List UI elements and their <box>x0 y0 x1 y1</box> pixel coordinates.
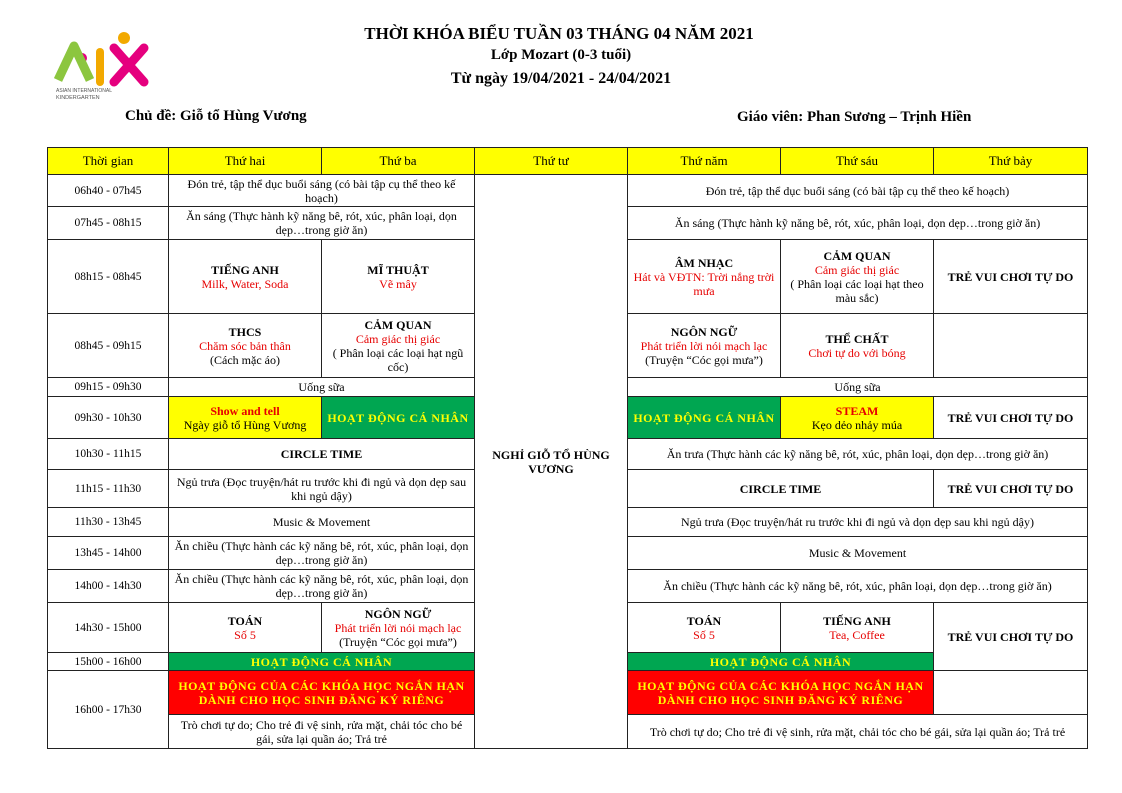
milk-mon-tue: Uống sữa <box>169 378 475 397</box>
empty-cell <box>934 671 1088 715</box>
short-courses-mon-tue: HOẠT ĐỘNG CỦA CÁC KHÓA HỌC NGẮN HẠN DÀNH CHO HỌC SINH ĐĂNG KÝ RIÊNG <box>169 671 475 715</box>
time-cell: 09h30 - 10h30 <box>48 397 169 439</box>
time-cell: 14h30 - 15h00 <box>48 603 169 653</box>
individual-thu-fri: HOẠT ĐỘNG CÁ NHÂN <box>628 653 934 671</box>
english-title: TIẾNG ANH <box>823 613 891 628</box>
table-row <box>48 175 1088 207</box>
morning-exercise-mon-tue: Đón trẻ, tập thể dục buổi sáng (có bài tập cụ thể theo kế hoạch) <box>169 175 475 207</box>
language-note: (Truyện “Cóc gọi mưa”) <box>645 352 763 367</box>
language-sub: Phát triển lời nói mạch lạc <box>640 338 768 353</box>
circle-time-mon-tue: CIRCLE TIME <box>169 439 475 470</box>
col-thursday: Thứ năm <box>628 148 781 175</box>
header-row <box>48 148 1088 175</box>
schedule-table <box>47 147 1088 749</box>
art-title: MĨ THUẬT <box>367 262 429 277</box>
free-play-saturday: TRẺ VUI CHƠI TỰ DO <box>934 240 1088 314</box>
language-note: (Truyện “Cóc gọi mưa”) <box>339 634 457 649</box>
senses-tuesday <box>322 314 475 378</box>
english-content: Tea, Coffee <box>829 627 885 642</box>
lunch-thu-sat: Ăn trưa (Thực hành các kỹ năng bê, rót, xúc, phân loại, dọn dẹp…trong giờ ăn) <box>628 439 1088 470</box>
end-day-thu-sat: Trò chơi tự do; Cho trẻ đi vệ sinh, rửa mặt, chải tóc cho bé gái, sửa lại quần áo; Trả trẻ <box>628 715 1088 749</box>
english-content: Milk, Water, Soda <box>201 276 289 291</box>
time-cell: 16h00 - 17h30 <box>48 671 169 749</box>
math-title: TOÁN <box>227 613 263 628</box>
math-title: TOÁN <box>686 613 722 628</box>
senses-friday <box>781 240 934 314</box>
pe-title: THỂ CHẤT <box>825 331 889 346</box>
english-title: TIẾNG ANH <box>211 262 279 277</box>
english-monday <box>169 240 322 314</box>
music-movement-mon-tue: Music & Movement <box>169 508 475 537</box>
math-monday <box>169 603 322 653</box>
col-tuesday: Thứ ba <box>322 148 475 175</box>
senses-title: CẢM QUAN <box>823 248 891 263</box>
snack-thu-sat: Ăn chiều (Thực hành các kỹ năng bê, rót, xúc, phân loại, dọn dẹp…trong giờ ăn) <box>628 570 1088 603</box>
music-title: ÂM NHẠC <box>674 255 734 270</box>
math-thursday <box>628 603 781 653</box>
individual-tuesday: HOẠT ĐỘNG CÁ NHÂN <box>322 397 475 439</box>
steam-friday <box>781 397 934 439</box>
nap-mon-tue: Ngủ trưa (Đọc truyện/hát ru trước khi đi ngủ và dọn dẹp sau khi ngủ dậy) <box>169 470 475 508</box>
math-sub: Số 5 <box>234 627 256 642</box>
show-tell-sub: Ngày giỗ tổ Hùng Vương <box>183 417 307 432</box>
col-wednesday: Thứ tư <box>475 148 628 175</box>
steam-sub: Kẹo dẻo nhảy múa <box>811 417 903 432</box>
time-cell: 08h45 - 09h15 <box>48 314 169 378</box>
pe-friday <box>781 314 934 378</box>
thcs-title: THCS <box>228 324 262 339</box>
logo-caption-2: KINDERGARTEN <box>56 95 100 101</box>
time-cell: 09h15 - 09h30 <box>48 378 169 397</box>
individual-thursday: HOẠT ĐỘNG CÁ NHÂN <box>628 397 781 439</box>
col-saturday: Thứ bảy <box>934 148 1088 175</box>
wednesday-holiday: NGHỈ GIỖ TỔ HÙNG VƯƠNG <box>475 175 628 749</box>
snack-mon-tue: Ăn chiều (Thực hành các kỹ năng bê, rót, xúc, phân loại, dọn dẹp…trong giờ ăn) <box>169 537 475 570</box>
art-tuesday <box>322 240 475 314</box>
free-play-saturday: TRẺ VUI CHƠI TỰ DO <box>934 470 1088 508</box>
empty-cell <box>934 314 1088 378</box>
language-title: NGÔN NGỮ <box>670 324 738 339</box>
breakfast-thu-sat: Ăn sáng (Thực hành kỹ năng bê, rót, xúc, phân loại, dọn dẹp…trong giờ ăn) <box>628 207 1088 240</box>
col-time: Thời gian <box>48 148 169 175</box>
show-tell-title: Show and tell <box>210 403 280 418</box>
time-cell: 07h45 - 08h15 <box>48 207 169 240</box>
language-sub: Phát triển lời nói mạch lạc <box>334 620 462 635</box>
breakfast-mon-tue: Ăn sáng (Thực hành kỹ năng bê, rót, xúc, phân loại, dọn dẹp…trong giờ ăn) <box>169 207 475 240</box>
show-and-tell-monday <box>169 397 322 439</box>
nap-thu-sat: Ngủ trưa (Đọc truyện/hát ru trước khi đi ngủ và dọn dẹp sau khi ngủ dậy) <box>628 508 1088 537</box>
col-friday: Thứ sáu <box>781 148 934 175</box>
time-cell: 08h15 - 08h45 <box>48 240 169 314</box>
morning-exercise-thu-sat: Đón trẻ, tập thể dục buổi sáng (có bài tập cụ thể theo kế hoạch) <box>628 175 1088 207</box>
math-sub: Số 5 <box>693 627 715 642</box>
logo-caption-1: ASIAN INTERNATIONAL <box>56 88 113 94</box>
teachers: Giáo viên: Phan Sương – Trịnh Hiền <box>737 109 972 125</box>
time-cell: 10h30 - 11h15 <box>48 439 169 470</box>
thcs-sub: Chăm sóc bản thân <box>199 338 291 353</box>
schedule-title: THỜI KHÓA BIỂU TUẦN 03 THÁNG 04 NĂM 2021 <box>364 24 754 43</box>
time-cell: 13h45 - 14h00 <box>48 537 169 570</box>
time-cell: 15h00 - 16h00 <box>48 653 169 671</box>
language-thursday <box>628 314 781 378</box>
time-cell: 11h15 - 11h30 <box>48 470 169 508</box>
end-day-mon-tue: Trò chơi tự do; Cho trẻ đi vệ sinh, rửa mặt, chải tóc cho bé gái, sửa lại quần áo; Trả trẻ <box>169 715 475 749</box>
art-content: Vẽ mây <box>379 276 417 291</box>
topic: Chủ đề: Giỗ tổ Hùng Vương <box>125 108 307 124</box>
date-range: Từ ngày 19/04/2021 - 24/04/2021 <box>450 70 672 87</box>
time-cell: 11h30 - 13h45 <box>48 508 169 537</box>
english-friday <box>781 603 934 653</box>
senses-note: ( Phân loại các loại hạt ngũ cốc) <box>332 345 464 374</box>
short-courses-thu-fri: HOẠT ĐỘNG CỦA CÁC KHÓA HỌC NGẮN HẠN DÀNH CHO HỌC SINH ĐĂNG KÝ RIÊNG <box>628 671 934 715</box>
senses-sub: Cảm giác thị giác <box>814 262 900 277</box>
snack-mon-tue: Ăn chiều (Thực hành các kỹ năng bê, rót, xúc, phân loại, dọn dẹp…trong giờ ăn) <box>169 570 475 603</box>
language-title: NGÔN NGỮ <box>364 606 432 621</box>
time-cell: 14h00 - 14h30 <box>48 570 169 603</box>
thcs-note: (Cách mặc áo) <box>210 352 280 367</box>
music-movement-thu-sat: Music & Movement <box>628 537 1088 570</box>
music-content: Hát và VĐTN: Trời nắng trời mưa <box>633 269 775 298</box>
pe-sub: Chơi tự do với bóng <box>808 345 906 360</box>
free-play-saturday: TRẺ VUI CHƠI TỰ DO <box>934 397 1088 439</box>
class-name: Lớp Mozart (0-3 tuổi) <box>490 47 632 63</box>
milk-thu-sat: Uống sữa <box>628 378 1088 397</box>
thcs-monday <box>169 314 322 378</box>
language-tuesday <box>322 603 475 653</box>
music-thursday <box>628 240 781 314</box>
free-play-saturday: TRẺ VUI CHƠI TỰ DO <box>934 603 1088 671</box>
col-monday: Thứ hai <box>169 148 322 175</box>
individual-mon-tue: HOẠT ĐỘNG CÁ NHÂN <box>169 653 475 671</box>
time-cell: 06h40 - 07h45 <box>48 175 169 207</box>
senses-note: ( Phân loại các loại hạt theo màu sắc) <box>790 276 924 305</box>
senses-title: CẢM QUAN <box>364 317 432 332</box>
circle-time-thu-fri: CIRCLE TIME <box>628 470 934 508</box>
senses-sub: Cảm giác thị giác <box>355 331 441 346</box>
steam-title: STEAM <box>835 403 879 418</box>
